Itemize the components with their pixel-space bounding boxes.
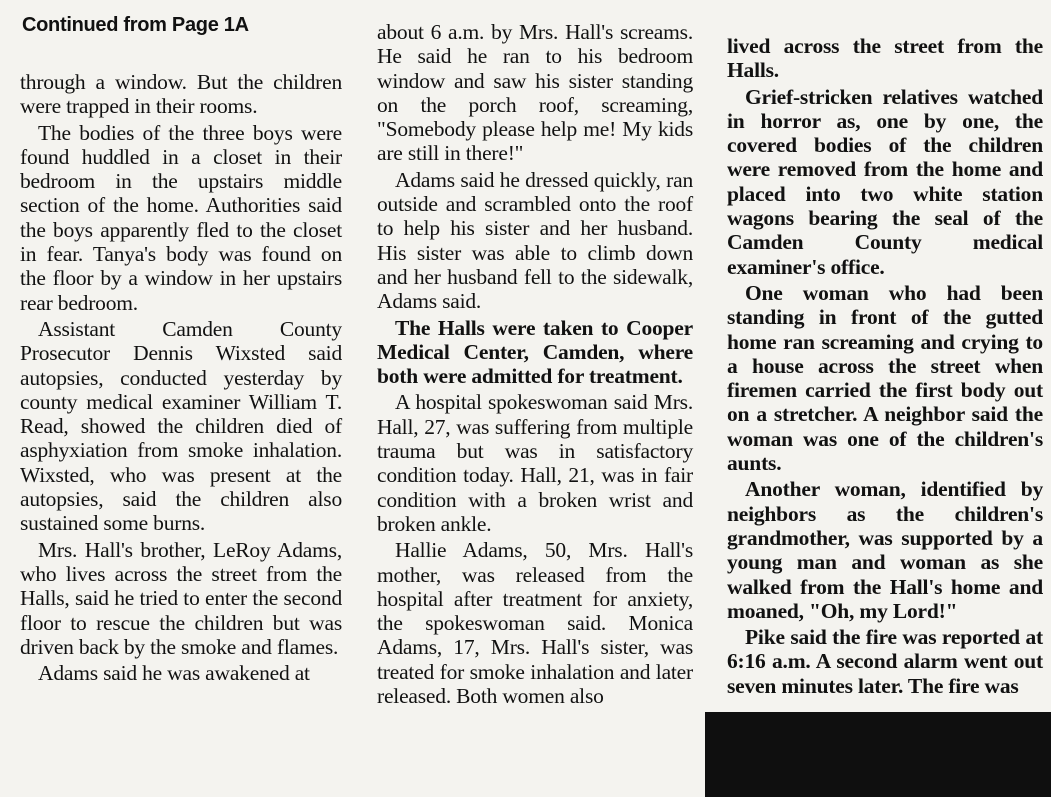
paragraph: through a window. But the children were trapped in their rooms. <box>20 70 342 119</box>
paragraph: lived across the street from the Halls. <box>727 34 1043 83</box>
redaction-block <box>705 712 1051 797</box>
paragraph: The Halls were taken to Cooper Medical Center, Camden, where both were admitted for treatment. <box>377 315 693 389</box>
paragraph: The bodies of the three boys were found huddled in a closet in their bedroom in the upstairs middle section of the home. Authorities said the boys apparently fled to the closet in fear. Tanya's body was found on the floor by a window in her upstairs rear bedroom. <box>20 120 342 315</box>
paragraph: A hospital spokeswoman said Mrs. Hall, 27, was suffering from multiple trauma but was in satisfactory condition today. Hall, 21, was in fair condition with a broken wrist and broken ankle. <box>377 390 693 536</box>
paragraph: Adams said he dressed quickly, ran outside and scrambled onto the roof to help his sister and her husband. His sister was able to climb down and her husband fell to the sidewalk, Adams said. <box>377 167 693 314</box>
paragraph: Pike said the fire was reported at 6:16 a.m. A second alarm went out seven minutes later. The fire was <box>727 625 1043 698</box>
article-column-3 <box>727 34 1043 698</box>
article-column-1 <box>20 70 342 685</box>
paragraph: Another woman, identified by neighbors as the children's grandmother, was supported by a young man and woman as she walked from the Hall's home and moaned, "Oh, my Lord!" <box>727 477 1043 623</box>
paragraph: One woman who had been standing in front of the gutted home ran screaming and crying to a house across the street when firemen carried the first body out on a stretcher. A neighbor said the woman was one of the children's aunts. <box>727 280 1043 476</box>
paragraph: Hallie Adams, 50, Mrs. Hall's mother, was released from the hospital after treatment for anxiety, the spokeswoman said. Monica Adams, 17, Mrs. Hall's sister, was treated for smoke inhalation and later released. Both women also <box>377 538 693 709</box>
paragraph: Mrs. Hall's brother, LeRoy Adams, who lives across the street from the Halls, said he tried to enter the second floor to rescue the children but was driven back by the smoke and flames. <box>20 537 342 659</box>
paragraph: Assistant Camden County Prosecutor Dennis Wixsted said autopsies, conducted yesterday by county medical examiner William T. Read, showed the children died of asphyxiation from smoke inhalation. Wixsted, who was present at the autopsies, said the children also sustained some burns. <box>20 316 342 536</box>
paragraph: Grief-stricken relatives watched in horror as, one by one, the covered bodies of the children were removed from the home and placed into two white station wagons bearing the seal of the Camden County medical examiner's office. <box>727 84 1043 279</box>
paragraph: Adams said he was awakened at <box>38 661 310 686</box>
article-column-2 <box>377 20 693 708</box>
paragraph: about 6 a.m. by Mrs. Hall's screams. He said he ran to his bedroom window and saw his sister standing on the porch roof, screaming, "Somebody please help me! My kids are still in there!" <box>377 20 693 166</box>
continued-from-label: Continued from Page 1A <box>22 14 249 36</box>
